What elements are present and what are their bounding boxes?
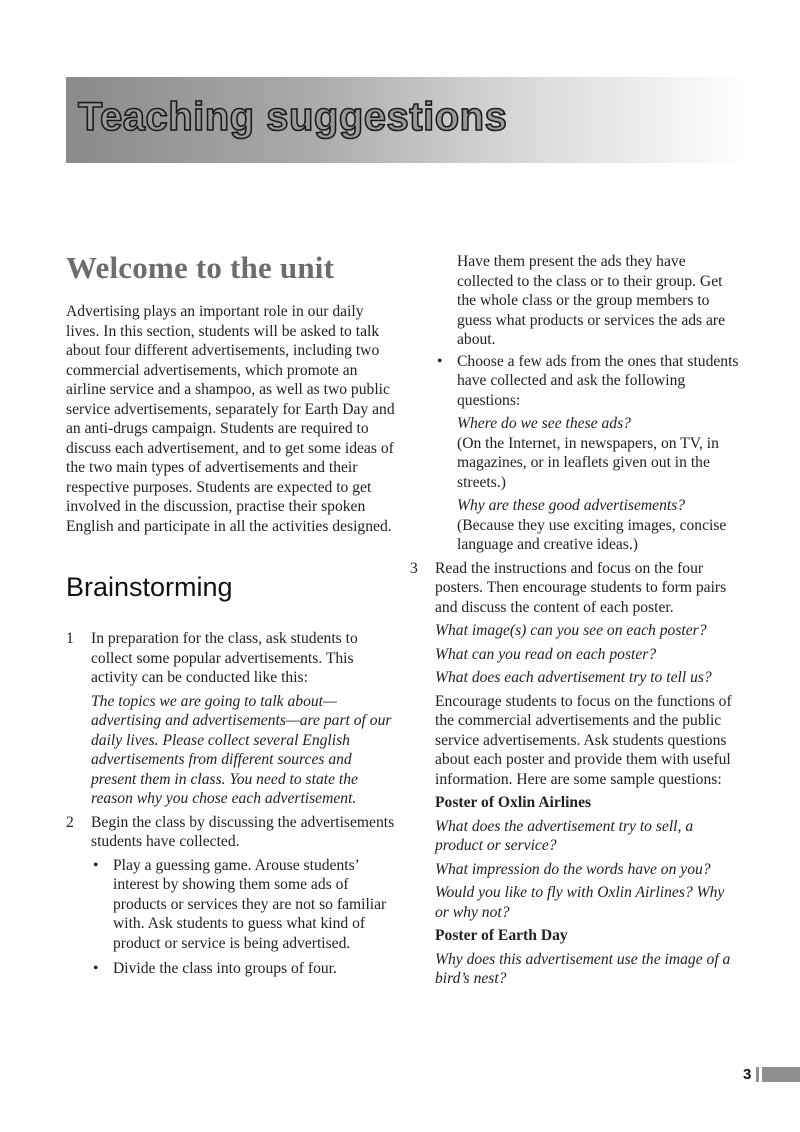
bullet-item (91, 959, 396, 979)
page-marker-tick (756, 1067, 759, 1082)
body-paragraph: Encourage students to focus on the functions of the commercial advertisements and the public service advertisements. Ask students questions about each poster and provide them with useful information. Here are some sample questions: (435, 692, 732, 788)
continued-text: Have them present the ads they have collected to the class or to their group. Get the whole class or the group members to guess what products or services the ads are about. (457, 253, 726, 348)
italic-quote: The topics we are going to talk about—advertising and advertisements—are part of our daily lives. Please collect several English advertisements from different sources and present them in class. You need to state the reason why you chose each advertisement. (91, 692, 392, 807)
banner-title: Teaching suggestions (78, 95, 508, 139)
bullet-item (435, 352, 740, 555)
question-italic: What does the advertisement try to sell, a product or service? (435, 817, 694, 854)
numbered-item-1 (66, 629, 396, 809)
continued-bullet (410, 252, 740, 350)
bullet-dot-icon: • (93, 856, 99, 874)
question-italic: Why are these good advertisements? (457, 497, 686, 514)
question-italic: What impression do the words have on you? (435, 860, 711, 878)
item-number: 2 (66, 813, 74, 831)
bullet-item (91, 856, 396, 954)
numbered-item-3 (410, 559, 740, 989)
left-column (66, 250, 396, 979)
question-italic: What image(s) can you see on each poster? (435, 622, 707, 639)
item-number: 3 (410, 559, 418, 577)
bullet-dot-icon: • (93, 960, 99, 977)
poster-heading: Poster of Oxlin Airlines (435, 794, 592, 811)
section-heading-welcome: Welcome to the unit (66, 250, 335, 285)
section-heading-brainstorming: Brainstorming (66, 572, 233, 602)
intro-paragraph: Advertising plays an important role in our daily lives. In this section, students will be asked to talk about four different advertisements, including two commercial advertisements, which promote an airline service and a shampoo, as well as two public service advertisements, separately for Earth Day and an anti-drugs campaign. Students are required to discuss each advertisement, and to get some ideas of the two main types of advertisements and their respective purposes. Students are expected to get involved in the discussion, practise their spoken English and participate in all the activities designed. (66, 303, 395, 535)
header-banner (66, 77, 746, 163)
question-italic: What can you read on each poster? (435, 645, 657, 663)
bullet-dot-icon: • (437, 352, 443, 370)
question-italic: Would you like to fly with Oxlin Airlines? Why or why not? (435, 884, 725, 921)
bullet-text: Divide the class into groups of four. (113, 960, 337, 977)
item-text: Begin the class by discussing the advertisements students have collected. (91, 813, 395, 850)
item-text: Read the instructions and focus on the four posters. Then encourage students to form pairs and discuss the content of each poster. (435, 559, 727, 616)
item-text: In preparation for the class, ask students to collect some popular advertisements. This activity can be conducted like this: (91, 630, 358, 686)
numbered-item-2 (66, 813, 396, 979)
answer-text: (Because they use exciting images, concise language and creative ideas.) (457, 516, 727, 553)
right-column (410, 252, 740, 989)
question-italic: Why does this advertisement use the image of a bird’s nest? (435, 950, 731, 987)
question-italic: Where do we see these ads? (457, 415, 631, 432)
page-marker-bar (762, 1067, 800, 1082)
poster-heading: Poster of Earth Day (435, 927, 568, 944)
item-number: 1 (66, 630, 74, 647)
bullet-text: Play a guessing game. Arouse students’ interest by showing them some ads of products or services they are not so familiar with. Ask students to guess what kind of product or service is being advertised. (113, 856, 387, 952)
page-number: 3 (743, 1066, 752, 1083)
bullet-text: Choose a few ads from the ones that students have collected and ask the following questions: (457, 352, 739, 409)
question-italic: What does each advertisement try to tell us? (435, 669, 712, 686)
answer-text: (On the Internet, in newspapers, on TV, in magazines, or in leaflets given out in the streets.) (457, 434, 719, 491)
